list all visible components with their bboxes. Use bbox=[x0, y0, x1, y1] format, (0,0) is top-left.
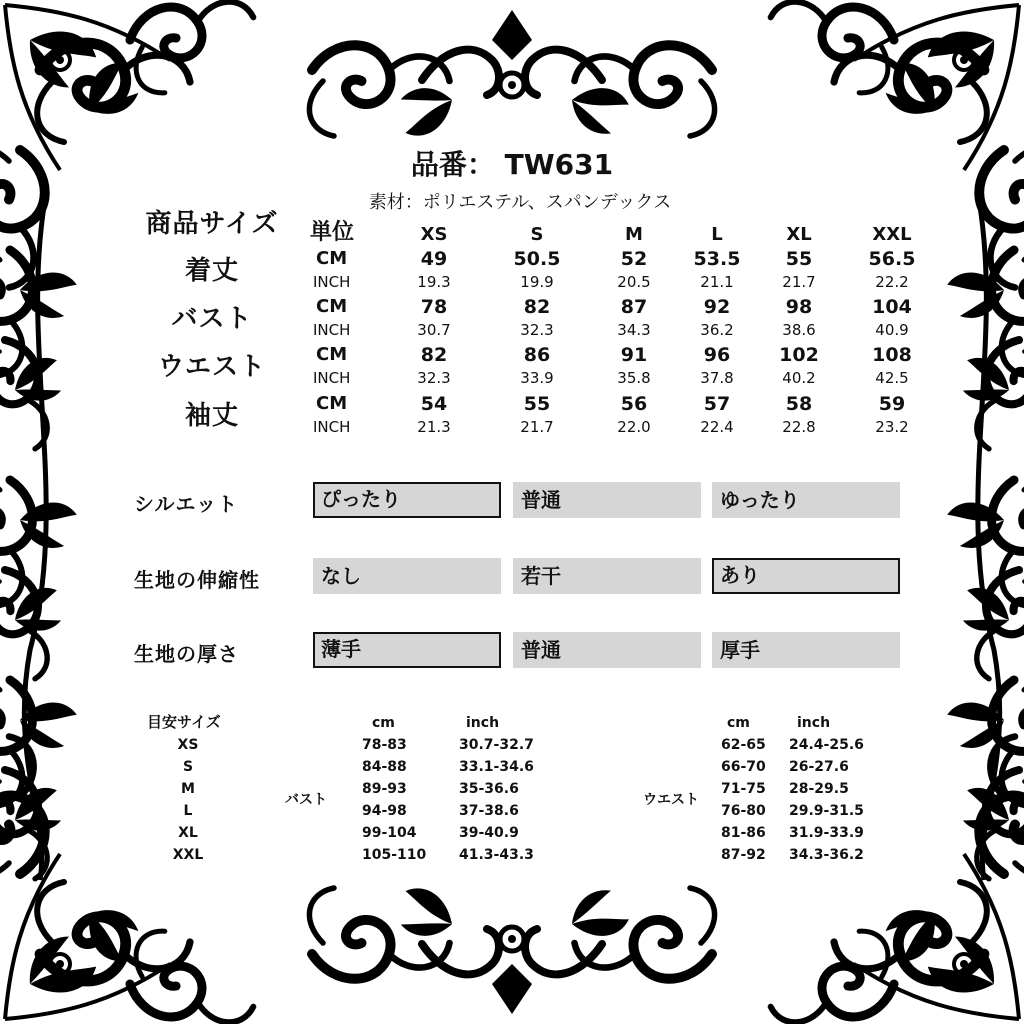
cm-value: 96 bbox=[703, 344, 731, 366]
inch-value: 38.6 bbox=[782, 321, 816, 339]
bust-inch-header: inch bbox=[466, 715, 500, 731]
attribute-option: 普通 bbox=[513, 632, 701, 668]
waist-inch-value: 31.9-33.9 bbox=[789, 825, 864, 841]
inch-value: 33.9 bbox=[520, 369, 554, 387]
bust-inch-value: 39-40.9 bbox=[459, 825, 519, 841]
inch-unit-label: INCH bbox=[313, 273, 351, 291]
inch-value: 23.2 bbox=[875, 418, 909, 436]
inch-value: 34.3 bbox=[617, 321, 651, 339]
bust-inch-value: 41.3-43.3 bbox=[459, 847, 534, 863]
cm-value: 53.5 bbox=[693, 248, 741, 270]
inch-value: 22.8 bbox=[782, 418, 816, 436]
bust-label: バスト bbox=[285, 792, 327, 808]
waist-inch-value: 28-29.5 bbox=[789, 781, 849, 797]
waist-inch-value: 29.9-31.5 bbox=[789, 803, 864, 819]
size-header-l: L bbox=[711, 224, 723, 245]
cm-value: 56 bbox=[620, 393, 648, 415]
inch-value: 19.3 bbox=[417, 273, 451, 291]
inch-value: 22.2 bbox=[875, 273, 909, 291]
bust-cm-value: 94-98 bbox=[362, 803, 407, 819]
inch-value: 22.0 bbox=[617, 418, 651, 436]
attribute-option: 普通 bbox=[513, 482, 701, 518]
inch-value: 21.7 bbox=[782, 273, 816, 291]
waist-cm-header: cm bbox=[727, 715, 750, 731]
size-header-xs: XS bbox=[420, 224, 448, 245]
inch-value: 35.8 bbox=[617, 369, 651, 387]
cm-value: 82 bbox=[523, 296, 551, 318]
bust-inch-value: 37-38.6 bbox=[459, 803, 519, 819]
cm-value: 58 bbox=[785, 393, 813, 415]
attribute-option: なし bbox=[313, 558, 501, 594]
inch-unit-label: INCH bbox=[313, 321, 351, 339]
cm-unit-label: CM bbox=[316, 248, 348, 269]
attribute-option: 厚手 bbox=[712, 632, 900, 668]
cm-unit-label: CM bbox=[316, 296, 348, 317]
cm-value: 57 bbox=[703, 393, 731, 415]
cm-value: 108 bbox=[872, 344, 912, 366]
waist-cm-value: 76-80 bbox=[721, 803, 766, 819]
material-text: 素材：ポリエステル、スパンデックス bbox=[368, 192, 672, 213]
waist-inch-value: 24.4-25.6 bbox=[789, 737, 864, 753]
cm-value: 49 bbox=[420, 248, 448, 270]
attribute-option: あり bbox=[712, 558, 900, 594]
attribute-label: シルエット bbox=[134, 492, 239, 516]
unit-label: 単位 bbox=[310, 220, 355, 245]
cm-value: 104 bbox=[872, 296, 912, 318]
inch-value: 21.7 bbox=[520, 418, 554, 436]
waist-label: ウエスト bbox=[643, 792, 699, 808]
inch-value: 37.8 bbox=[700, 369, 734, 387]
waist-cm-value: 87-92 bbox=[721, 847, 766, 863]
waist-cm-value: 71-75 bbox=[721, 781, 766, 797]
inch-value: 21.3 bbox=[417, 418, 451, 436]
attribute-option: ゆったり bbox=[712, 482, 900, 518]
cm-value: 56.5 bbox=[868, 248, 916, 270]
guide-size-label: L bbox=[183, 803, 193, 819]
waist-cm-value: 66-70 bbox=[721, 759, 766, 775]
bust-cm-value: 84-88 bbox=[362, 759, 407, 775]
cm-value: 78 bbox=[420, 296, 448, 318]
cm-value: 82 bbox=[420, 344, 448, 366]
cm-value: 87 bbox=[620, 296, 648, 318]
bust-inch-value: 33.1-34.6 bbox=[459, 759, 534, 775]
attribute-label: 生地の伸縮性 bbox=[134, 568, 260, 592]
inch-value: 32.3 bbox=[520, 321, 554, 339]
bust-inch-value: 30.7-32.7 bbox=[459, 737, 534, 753]
cm-value: 52 bbox=[620, 248, 648, 270]
inch-value: 21.1 bbox=[700, 273, 734, 291]
cm-value: 91 bbox=[620, 344, 648, 366]
size-header-m: M bbox=[625, 224, 643, 245]
cm-value: 55 bbox=[785, 248, 813, 270]
guide-size-label: S bbox=[182, 759, 194, 775]
inch-value: 32.3 bbox=[417, 369, 451, 387]
measurement-label: ウエスト bbox=[157, 352, 266, 382]
waist-cm-value: 62-65 bbox=[721, 737, 766, 753]
size-header-s: S bbox=[530, 224, 544, 245]
waist-cm-value: 81-86 bbox=[721, 825, 766, 841]
cm-value: 98 bbox=[785, 296, 813, 318]
measurement-label: 袖丈 bbox=[184, 401, 239, 431]
cm-value: 92 bbox=[703, 296, 731, 318]
inch-value: 20.5 bbox=[617, 273, 651, 291]
bust-cm-value: 78-83 bbox=[362, 737, 407, 753]
bust-inch-value: 35-36.6 bbox=[459, 781, 519, 797]
inch-value: 42.5 bbox=[875, 369, 909, 387]
inch-value: 30.7 bbox=[417, 321, 451, 339]
cm-value: 59 bbox=[878, 393, 906, 415]
inch-value: 40.9 bbox=[875, 321, 909, 339]
guide-size-label: M bbox=[181, 781, 195, 797]
size-guide-title: 目安サイズ bbox=[147, 713, 221, 731]
inch-value: 19.9 bbox=[520, 273, 554, 291]
attribute-option: 若干 bbox=[513, 558, 701, 594]
waist-inch-header: inch bbox=[797, 715, 831, 731]
inch-unit-label: INCH bbox=[313, 369, 351, 387]
size-header-xxl: XXL bbox=[872, 224, 912, 245]
bust-cm-value: 89-93 bbox=[362, 781, 407, 797]
cm-unit-label: CM bbox=[316, 393, 348, 414]
bust-cm-value: 105-110 bbox=[362, 847, 427, 863]
product-size-label: 商品サイズ bbox=[145, 209, 279, 239]
inch-value: 40.2 bbox=[782, 369, 816, 387]
guide-size-label: XS bbox=[177, 737, 199, 753]
size-header-xl: XL bbox=[786, 224, 812, 245]
inch-value: 22.4 bbox=[700, 418, 734, 436]
product-number-title: 品番： TW631 bbox=[410, 148, 614, 181]
attribute-option: ぴったり bbox=[313, 482, 501, 518]
cm-value: 55 bbox=[523, 393, 551, 415]
attribute-label: 生地の厚さ bbox=[134, 642, 239, 666]
bust-cm-value: 99-104 bbox=[362, 825, 417, 841]
measurement-label: 着丈 bbox=[184, 256, 239, 286]
cm-value: 102 bbox=[779, 344, 819, 366]
bust-cm-header: cm bbox=[372, 715, 395, 731]
measurement-label: バスト bbox=[171, 304, 253, 334]
guide-size-label: XXL bbox=[172, 847, 204, 863]
cm-unit-label: CM bbox=[316, 344, 348, 365]
inch-unit-label: INCH bbox=[313, 418, 351, 436]
cm-value: 86 bbox=[523, 344, 551, 366]
cm-value: 54 bbox=[420, 393, 448, 415]
guide-size-label: XL bbox=[178, 825, 198, 841]
waist-inch-value: 34.3-36.2 bbox=[789, 847, 864, 863]
inch-value: 36.2 bbox=[700, 321, 734, 339]
waist-inch-value: 26-27.6 bbox=[789, 759, 849, 775]
cm-value: 50.5 bbox=[513, 248, 561, 270]
attribute-option: 薄手 bbox=[313, 632, 501, 668]
